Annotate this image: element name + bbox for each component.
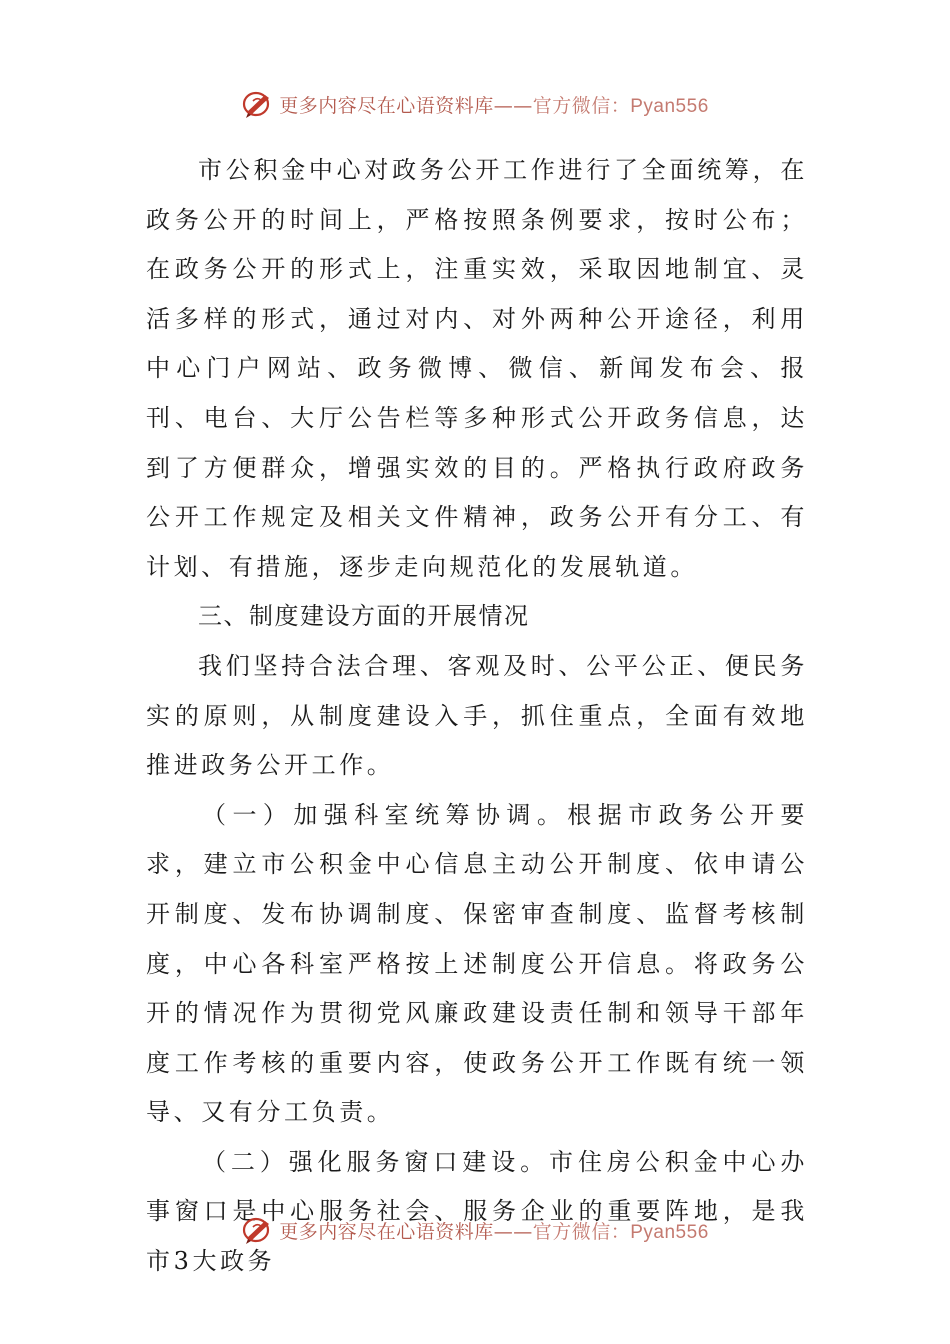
pen-logo-icon <box>241 1213 275 1247</box>
watermark-wechat-label: 官方微信： <box>532 94 631 117</box>
section-heading-institution-building: 三、制度建设方面的开展情况 <box>198 602 530 631</box>
paragraph-publicity-forms: 市公积金中心对政务公开工作进行了全面统筹，在政务公开的时间上，严格按照条例要求，按时公布；在政务公开的形式上，注重实效，采取因地制宜、灵活多样的形式，通过对内、对外两种公开途径，利用中心门户网站、政务微博、微信、新闻发布会、报刊、电台、大厅公告栏等多种形式公开政务信息，达到了方便群众，增强实效的目的。严格执行政府政务公开工作规定及相关文件精神，政务公开有分工、有计划、有措施，逐步走向规范化的发展轨道。 <box>146 156 808 581</box>
paragraph-item-service-window: （二）强化服务窗口建设。市住房公积金中心办事窗口是中心服务社会、服务企业的重要阵地，是我市3大政务 <box>146 1147 808 1276</box>
document-body <box>146 146 808 1287</box>
watermark-text <box>279 91 709 118</box>
watermark-main-text: 更多内容尽在心语资料库 <box>279 1220 494 1243</box>
watermark-wechat-label: 官方微信： <box>532 1220 631 1243</box>
watermark-dash: —— <box>493 1220 533 1243</box>
watermark-dash: —— <box>493 94 533 117</box>
paragraph-item-coordination: （一）加强科室统筹协调。根据市政务公开要求，建立市公积金中心信息主动公开制度、依申请公开制度、发布协调制度、保密审查制度、监督考核制度，中心各科室严格按上述制度公开信息。将政务公开的情况作为贯彻党风廉政建设责任制和领导干部年度工作考核的重要内容，使政务公开工作既有统一领导、又有分工负责。 <box>146 800 808 1127</box>
header-watermark-banner <box>0 84 950 124</box>
watermark-wechat-id: Pyan556 <box>630 95 709 117</box>
pen-logo-icon <box>241 87 275 121</box>
watermark-main-text: 更多内容尽在心语资料库 <box>279 94 494 117</box>
footer-watermark-banner <box>0 1210 950 1250</box>
watermark-wechat-id: Pyan556 <box>630 1221 709 1243</box>
watermark-text <box>279 1217 709 1244</box>
paragraph-principles: 我们坚持合法合理、客观及时、公平公正、便民务实的原则，从制度建设入手，抓住重点，全面有效地推进政务公开工作。 <box>146 651 808 780</box>
